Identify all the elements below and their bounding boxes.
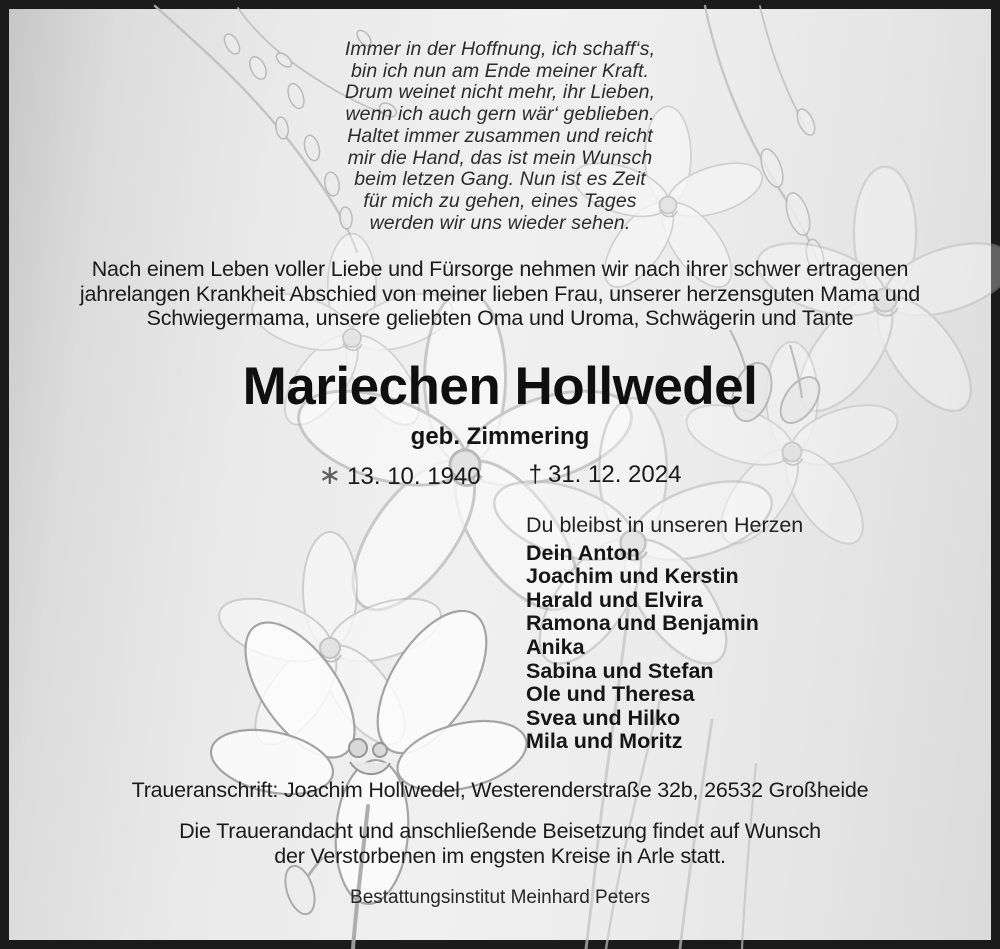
intro-line: jahrelangen Krankheit Abschied von meiner lieben Frau, unserer herzensguten Mama und: [79, 281, 921, 306]
poem-line: Haltet immer zusammen und reicht: [347, 124, 653, 147]
intro-line: Nach einem Leben voller Liebe und Fürsorge nehmen wir nach ihrer schwer ertragenen: [91, 257, 909, 281]
poem-line: beim letzen Gang. Nun ist es Zeit: [354, 168, 646, 191]
death-date-group: [529, 460, 682, 492]
mourner-name: Ramona und Benjamin: [526, 611, 759, 636]
farewell-line: Du bleibst in unseren Herzen: [526, 513, 804, 537]
mourner-name: Dein Anton: [526, 540, 640, 565]
intro-line: Schwiegermama, unsere geliebten Oma und Uroma, Schwägerin und Tante: [146, 306, 854, 331]
mourner-name: Joachim und Kerstin: [526, 564, 739, 589]
memorial-poem: [9, 39, 991, 234]
poem-line: werden wir uns wieder sehen.: [369, 211, 631, 234]
mourner-name: Svea und Hilko: [526, 705, 681, 730]
poem-line: Drum weinet nicht mehr, ihr Lieben,: [344, 81, 656, 104]
funeral-home: Bestattungsinstitut Meinhard Peters: [350, 887, 650, 908]
funeral-note: [9, 819, 991, 868]
mourner-name: Harald und Elvira: [526, 587, 703, 612]
birth-date: 13. 10. 1940: [347, 463, 481, 490]
intro-paragraph: [9, 257, 991, 331]
deceased-name: Mariechen Hollwedel: [242, 357, 758, 416]
poem-line: wenn ich auch gern wär‘ geblieben.: [345, 103, 655, 126]
mourner-name: Anika: [526, 634, 585, 659]
funeral-note-line: der Verstorbenen im engsten Kreise in Arle statt.: [274, 843, 726, 868]
life-dates: [9, 460, 991, 492]
mourner-name: Ole und Theresa: [526, 682, 695, 707]
death-date: 31. 12. 2024: [547, 461, 682, 488]
death-dagger-icon: †: [528, 461, 542, 488]
funeral-note-line: Die Trauerandacht und anschließende Beisetzung findet auf Wunsch: [179, 819, 821, 843]
poem-line: mir die Hand, das ist mein Wunsch: [347, 146, 653, 169]
maiden-name: geb. Zimmering: [410, 423, 590, 450]
poem-line: Immer in der Hoffnung, ich schaff‘s,: [344, 38, 656, 60]
mourner-name: Mila und Moritz: [526, 729, 683, 754]
poem-line: bin ich nun am Ende meiner Kraft.: [350, 59, 650, 82]
poem-line: für mich zu gehen, eines Tages: [363, 189, 637, 212]
birth-star-icon: ∗: [318, 460, 342, 490]
birth-date-group: [319, 460, 481, 492]
mourner-name: Sabina und Stefan: [526, 658, 714, 683]
condolence-address: Traueranschrift: Joachim Hollwedel, Westerenderstraße 32b, 26532 Großheide: [131, 778, 869, 802]
mourners-block: [526, 514, 803, 754]
